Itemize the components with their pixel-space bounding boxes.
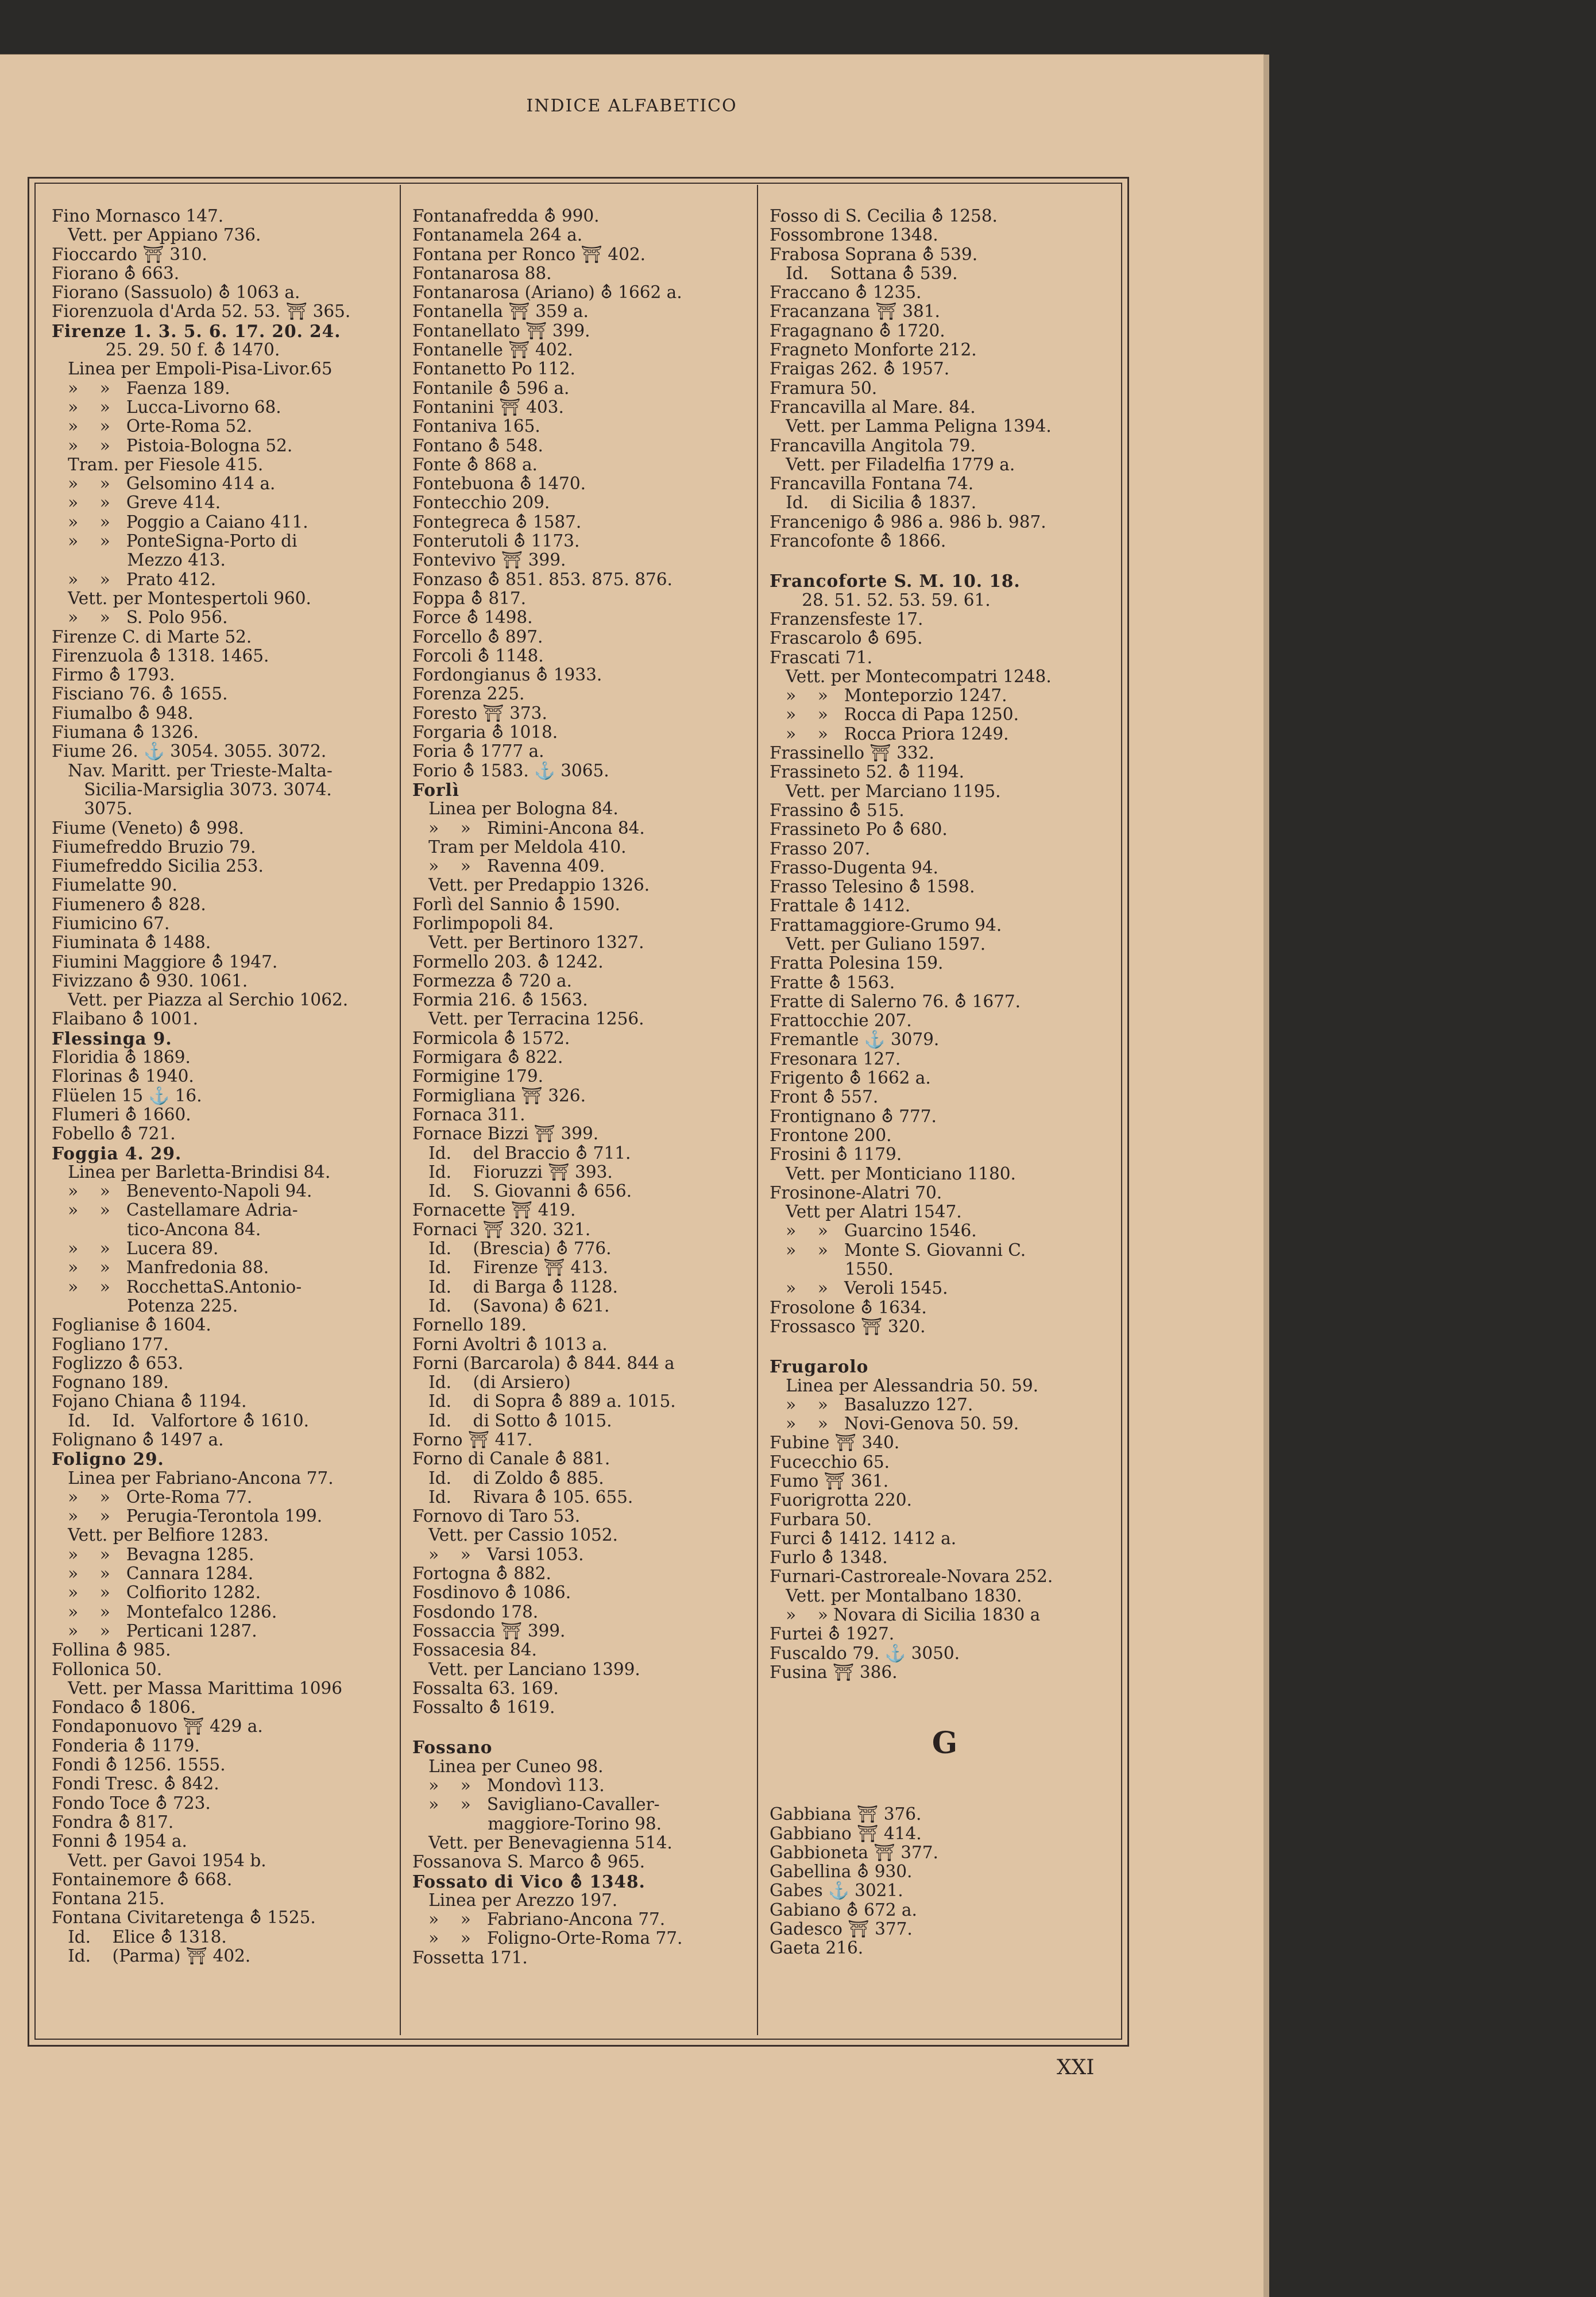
index-entry: Tram. per Fiesole 415.: [52, 454, 264, 474]
index-entry: Vett per Alatri 1547.: [770, 1202, 962, 1222]
index-entry: Id. S. Giovanni ⛢ 656.: [412, 1181, 632, 1201]
index-entry: Furci ⛢ 1412. 1412 a.: [770, 1528, 957, 1548]
index-entry: Franzensfeste 17.: [770, 609, 923, 629]
index-entry: Fognano 189.: [52, 1372, 169, 1393]
index-entry: Id. (Savona) ⛢ 621.: [412, 1296, 610, 1316]
index-entry: Fresonara 127.: [770, 1049, 901, 1069]
index-entry: » » Rimini-Ancona 84.: [412, 818, 645, 838]
index-entry: Vett. per Filadelfia 1779 a.: [770, 454, 1015, 474]
index-entry: Fisciano 76. ⛢ 1655.: [52, 684, 228, 704]
index-entry: Fosdinovo ⛢ 1086.: [412, 1583, 571, 1603]
index-entry: Fuscaldo 79. ⚓ 3050.: [770, 1643, 960, 1663]
index-heading: Francoforte S. M. 10. 18.: [770, 571, 1021, 591]
index-entry: Fonderia ⛢ 1179.: [52, 1735, 200, 1755]
index-entry: Fiume (Veneto) ⛢ 998.: [52, 818, 244, 838]
index-entry: Fontanamela 264 a.: [412, 225, 583, 245]
index-entry: » » Orte-Roma 77.: [52, 1487, 253, 1507]
index-entry: Id. del Braccio ⛢ 711.: [412, 1143, 631, 1163]
index-entry: Forcoli ⛢ 1148.: [412, 645, 544, 666]
index-entry: Frassineto 52. ⛢ 1194.: [770, 762, 965, 782]
index-entry: Furtei ⛢ 1927.: [770, 1624, 895, 1644]
index-entry: Fiorenzuola d'Arda 52. 53. ⛩ 365.: [52, 301, 351, 322]
index-entry: Gabiano ⛢ 672 a.: [770, 1900, 917, 1920]
index-entry: Frassino ⛢ 515.: [770, 800, 905, 820]
index-entry: Forni Avoltri ⛢ 1013 a.: [412, 1334, 608, 1354]
index-entry: Vett. per Montecompatri 1248.: [770, 666, 1052, 686]
index-entry: Fontanarosa 88.: [412, 263, 552, 283]
index-entry: Francofonte ⛢ 1866.: [770, 531, 946, 551]
index-entry: Fontanini ⛩ 403.: [412, 397, 564, 417]
index-entry: Fremantle ⚓ 3079.: [770, 1030, 940, 1050]
index-entry: Formicola ⛢ 1572.: [412, 1028, 570, 1048]
index-entry: » » Novi-Genova 50. 59.: [770, 1414, 1019, 1434]
index-entry: Formigine 179.: [412, 1066, 543, 1086]
index-entry: » » Greve 414.: [52, 493, 221, 513]
index-entry: Fossanova S. Marco ⛢ 965.: [412, 1852, 646, 1872]
index-entry: » » Rocca di Papa 1250.: [770, 705, 1019, 725]
spacer: [412, 1717, 763, 1738]
index-entry: Fiorano (Sassuolo) ⛢ 1063 a.: [52, 283, 300, 303]
index-entry: Follonica 50.: [52, 1659, 163, 1679]
index-entry: Fontana per Ronco ⛩ 402.: [412, 244, 646, 264]
index-entry: Frattale ⛢ 1412.: [770, 896, 911, 916]
index-entry: Linea per Alessandria 50. 59.: [770, 1375, 1039, 1395]
index-entry: » » Varsi 1053.: [412, 1544, 584, 1564]
index-entry: Gabes ⚓ 3021.: [770, 1881, 903, 1901]
index-entry: » » Cannara 1284.: [52, 1564, 254, 1584]
index-entry: Francavilla al Mare. 84.: [770, 397, 976, 417]
index-heading: Firenze 1. 3. 5. 6. 17. 20. 24.: [52, 320, 341, 341]
index-entry: Fontanafredda ⛢ 990.: [412, 206, 600, 226]
index-entry: Frassinello ⛩ 332.: [770, 743, 934, 763]
index-entry: Linea per Bologna 84.: [412, 799, 619, 819]
index-entry: Gadesco ⛩ 377.: [770, 1919, 913, 1939]
index-entry: Foppa ⛢ 817.: [412, 588, 527, 608]
index-entry: Tram per Meldola 410.: [412, 837, 627, 857]
index-entry: Forcello ⛢ 897.: [412, 627, 543, 647]
index-entry: Id. Id. Valfortore ⛢ 1610.: [52, 1410, 309, 1430]
index-entry: Fonterutoli ⛢ 1173.: [412, 531, 580, 551]
index-entry: Linea per Empoli-Pisa-Livor.65: [52, 359, 333, 379]
index-entry: Framura 50.: [770, 378, 878, 398]
index-entry: Fraccano ⛢ 1235.: [770, 283, 922, 303]
index-entry: Gabbiana ⛩ 376.: [770, 1804, 922, 1824]
index-entry: Fonte ⛢ 868 a.: [412, 454, 538, 474]
index-entry: Linea per Barletta-Brindisi 84.: [52, 1162, 331, 1182]
index-entry: Vett. per Montespertoli 960.: [52, 588, 311, 608]
spacer: [770, 551, 1120, 571]
index-entry: » » Pistoia-Bologna 52.: [52, 435, 293, 455]
index-entry: Forio ⛢ 1583. ⚓ 3065.: [412, 760, 609, 780]
index-entry: Fiuminata ⛢ 1488.: [52, 933, 211, 953]
index-entry: Vett. per Piazza al Serchio 1062.: [52, 990, 349, 1010]
index-entry: Francavilla Fontana 74.: [770, 474, 974, 494]
index-entry: Fivizzano ⛢ 930. 1061.: [52, 970, 248, 991]
index-entry: Firenzuola ⛢ 1318. 1465.: [52, 645, 269, 666]
index-entry: » » Lucera 89.: [52, 1239, 219, 1259]
index-entry: Linea per Cuneo 98.: [412, 1756, 604, 1776]
index-entry: Id. Fioruzzi ⛩ 393.: [412, 1162, 613, 1182]
index-entry: Fonzaso ⛢ 851. 853. 875. 876.: [412, 569, 673, 589]
index-entry: Fontecchio 209.: [412, 493, 550, 513]
index-heading: Fossano: [412, 1737, 493, 1758]
index-entry: Fontanile ⛢ 596 a.: [412, 378, 570, 398]
index-entry: Frontone 200.: [770, 1125, 892, 1145]
index-entry: Fornaca 311.: [412, 1104, 525, 1124]
index-entry: Furnari-Castroreale-Novara 252.: [770, 1567, 1053, 1587]
spacer: [770, 1784, 1120, 1805]
index-entry: Frossasco ⛩ 320.: [770, 1316, 926, 1336]
index-entry: Id. di Sopra ⛢ 889 a. 1015.: [412, 1391, 676, 1412]
index-entry: » » RocchettaS.Antonio-: [52, 1277, 302, 1297]
index-entry: » » Lucca-Livorno 68.: [52, 397, 281, 417]
index-entry: Fornaci ⛩ 320. 321.: [412, 1219, 591, 1239]
index-entry: Flüelen 15 ⚓ 16.: [52, 1085, 202, 1105]
index-entry: Frabosa Soprana ⛢ 539.: [770, 244, 978, 264]
index-entry: Florinas ⛢ 1940.: [52, 1066, 194, 1086]
index-entry: Fontanarosa (Ariano) ⛢ 1662 a.: [412, 283, 682, 303]
index-entry: Id. (Parma) ⛩ 402.: [52, 1946, 251, 1966]
index-entry: Fontana 215.: [52, 1889, 165, 1909]
index-entry: Fontaniva 165.: [412, 416, 540, 436]
index-entry: Fusina ⛩ 386.: [770, 1662, 898, 1682]
index-entry: Forni (Barcarola) ⛢ 844. 844 a: [412, 1353, 675, 1373]
index-entry: Potenza 225.: [52, 1296, 238, 1316]
index-entry: Frascarolo ⛢ 695.: [770, 628, 923, 648]
index-entry: Fontano ⛢ 548.: [412, 435, 543, 455]
index-entry: Follina ⛢ 985.: [52, 1640, 171, 1660]
index-entry: Vett. per Guliano 1597.: [770, 934, 986, 954]
index-entry: Fubine ⛩ 340.: [770, 1433, 900, 1453]
index-entry: Formigara ⛢ 822.: [412, 1047, 563, 1068]
index-entry: Fojano Chiana ⛢ 1194.: [52, 1391, 247, 1412]
index-entry: Fucecchio 65.: [770, 1452, 890, 1472]
index-entry: Fragneto Monforte 212.: [770, 340, 977, 360]
index-entry: Vett. per Appiano 736.: [52, 225, 261, 245]
index-entry: Forno ⛩ 417.: [412, 1430, 533, 1449]
letter-section-heading: G: [932, 1726, 958, 1761]
index-entry: Id. Firenze ⛩ 413.: [412, 1258, 608, 1278]
index-heading: Foggia 4. 29.: [52, 1143, 182, 1163]
index-entry: » » Perugia-Terontola 199.: [52, 1506, 323, 1526]
index-column-3: [770, 207, 1120, 1958]
index-entry: Frasso-Dugenta 94.: [770, 857, 938, 877]
index-entry: Formello 203. ⛢ 1242.: [412, 952, 604, 972]
index-entry: 3075.: [52, 799, 133, 819]
index-entry: Id. (di Arsiero): [412, 1372, 571, 1393]
index-entry: Forlì del Sannio ⛢ 1590.: [412, 894, 620, 914]
index-heading: Flessinga 9.: [52, 1028, 172, 1049]
index-entry: Firmo ⛢ 1793.: [52, 665, 175, 685]
index-entry: Firenze C. di Marte 52.: [52, 627, 252, 647]
index-entry: Formia 216. ⛢ 1563.: [412, 990, 588, 1010]
index-entry: Fratte ⛢ 1563.: [770, 972, 895, 992]
index-entry: Formigliana ⛩ 326.: [412, 1085, 586, 1105]
index-entry: Fossalto ⛢ 1619.: [412, 1697, 555, 1718]
index-entry: Fondra ⛢ 817.: [52, 1812, 174, 1832]
index-entry: Frascati 71.: [770, 647, 872, 667]
index-entry: Fiumelatte 90.: [52, 875, 177, 895]
index-entry: Fogliano 177.: [52, 1334, 169, 1354]
index-entry: Fiumini Maggiore ⛢ 1947.: [52, 952, 278, 972]
index-entry: Fiumefreddo Sicilia 253.: [52, 856, 264, 876]
index-entry: Fosdondo 178.: [412, 1602, 539, 1622]
index-entry: Fumo ⛩ 361.: [770, 1471, 889, 1491]
index-entry: Mezzo 413.: [52, 550, 226, 570]
index-entry: Frontignano ⛢ 777.: [770, 1106, 937, 1126]
index-entry: Fondo Toce ⛢ 723.: [52, 1793, 211, 1813]
index-entry: Linea per Fabriano-Ancona 77.: [52, 1468, 334, 1488]
index-entry: » » Colfiorito 1282.: [52, 1583, 261, 1603]
index-entry: Fossombrone 1348.: [770, 225, 938, 245]
index-entry: Vett. per Gavoi 1954 b.: [52, 1850, 266, 1870]
index-entry: Vett. per Predappio 1326.: [412, 875, 650, 895]
index-entry: Fontevivo ⛩ 399.: [412, 550, 566, 570]
index-entry: Vett. per Bertinoro 1327.: [412, 933, 644, 953]
index-entry: Fraigas 262. ⛢ 1957.: [770, 359, 950, 379]
page-header: INDICE ALFABETICO: [526, 96, 737, 116]
index-entry: Fondi ⛢ 1256. 1555.: [52, 1755, 226, 1775]
index-entry: » » Poggio a Caiano 411.: [52, 512, 308, 532]
index-entry: » » S. Polo 956.: [52, 608, 228, 628]
index-entry: » » Guarcino 1546.: [770, 1221, 977, 1241]
index-entry: » » Bevagna 1285.: [52, 1544, 254, 1564]
index-entry: » » Savigliano-Cavaller-: [412, 1795, 660, 1815]
index-entry: Gabbioneta ⛩ 377.: [770, 1842, 938, 1862]
index-entry: » » Novara di Sicilia 1830 a: [770, 1605, 1041, 1625]
index-entry: Front ⛢ 557.: [770, 1087, 879, 1107]
index-entry: maggiore-Torino 98.: [412, 1813, 662, 1834]
index-entry: Fratte di Salerno 76. ⛢ 1677.: [770, 991, 1021, 1011]
index-entry: Vett. per Cassio 1052.: [412, 1525, 618, 1545]
index-entry: Forno di Canale ⛢ 881.: [412, 1449, 610, 1469]
index-entry: Fiumana ⛢ 1326.: [52, 722, 199, 743]
index-entry: Fratta Polesina 159.: [770, 953, 944, 973]
index-entry: » » Faenza 189.: [52, 378, 230, 398]
index-entry: » » Ravenna 409.: [412, 856, 605, 876]
index-entry: Fondaco ⛢ 1806.: [52, 1697, 196, 1718]
index-entry: » » Rocca Priora 1249.: [770, 724, 1009, 744]
index-entry: » » Gelsomino 414 a.: [52, 474, 276, 494]
index-entry: Furlo ⛢ 1348.: [770, 1548, 888, 1568]
index-entry: 25. 29. 50 f. ⛢ 1470.: [52, 340, 280, 360]
index-entry: Id. di Sicilia ⛢ 1837.: [770, 493, 977, 513]
index-entry: Fondi Tresc. ⛢ 842.: [52, 1774, 219, 1794]
index-entry: » » Castellamare Adria-: [52, 1200, 298, 1220]
index-entry: Frassineto Po ⛢ 680.: [770, 819, 948, 840]
index-entry: » » Benevento-Napoli 94.: [52, 1181, 312, 1201]
index-entry: Foria ⛢ 1777 a.: [412, 741, 544, 761]
index-entry: » » Foligno-Orte-Roma 77.: [412, 1928, 683, 1948]
index-entry: Fracanzana ⛩ 381.: [770, 301, 940, 322]
index-entry: Vett. per Monticiano 1180.: [770, 1163, 1016, 1184]
index-entry: Frasso 207.: [770, 838, 871, 859]
index-entry: Fornacette ⛩ 419.: [412, 1200, 576, 1220]
index-entry: » » Perticani 1287.: [52, 1621, 257, 1641]
index-entry: » » Veroli 1545.: [770, 1278, 948, 1298]
index-entry: Flumeri ⛢ 1660.: [52, 1104, 191, 1124]
index-heading: Forlì: [412, 779, 459, 800]
index-entry: Id. di Zoldo ⛢ 885.: [412, 1468, 604, 1488]
index-entry: Fontanelle ⛩ 402.: [412, 340, 573, 360]
index-entry: Forenza 225.: [412, 684, 525, 704]
index-entry: Fiume 26. ⚓ 3054. 3055. 3072.: [52, 741, 327, 761]
index-entry: Fontegreca ⛢ 1587.: [412, 512, 582, 532]
index-entry: Frattamaggiore-Grumo 94.: [770, 915, 1002, 935]
index-entry: Vett. per Lamma Peligna 1394.: [770, 416, 1052, 436]
spacer: [770, 1703, 1120, 1723]
index-entry: » » Monte S. Giovanni C.: [770, 1240, 1026, 1260]
index-entry: Foresto ⛩ 373.: [412, 703, 547, 723]
index-entry: » » PonteSigna-Porto di: [52, 531, 297, 551]
index-entry: Fornello 189.: [412, 1315, 527, 1335]
index-entry: Fossalta 63. 169.: [412, 1678, 559, 1698]
index-entry: Francavilla Angitola 79.: [770, 435, 976, 455]
spacer: [770, 1336, 1120, 1357]
index-entry: Fordongianus ⛢ 1933.: [412, 665, 602, 685]
spacer: [770, 1682, 1120, 1703]
index-entry: Furbara 50.: [770, 1509, 872, 1529]
page-number: XXI: [1057, 2056, 1095, 2079]
index-entry: Forgaria ⛢ 1018.: [412, 722, 558, 743]
index-entry: Fossacesia 84.: [412, 1640, 537, 1660]
index-entry: Foglianise ⛢ 1604.: [52, 1315, 211, 1335]
index-entry: Fontanella ⛩ 359 a.: [412, 301, 589, 322]
index-entry: Fontebuona ⛢ 1470.: [412, 474, 586, 494]
index-entry: Fornovo di Taro 53.: [412, 1506, 581, 1526]
index-heading: Frugarolo: [770, 1356, 869, 1377]
index-entry: Sicilia-Marsiglia 3073. 3074.: [52, 779, 332, 799]
index-entry: Fontanetto Po 112.: [412, 359, 575, 379]
index-entry: » » Prato 412.: [52, 569, 217, 589]
index-entry: Gabbiano ⛩ 414.: [770, 1823, 922, 1843]
index-heading: Fossato di Vico ⛢ 1348.: [412, 1871, 646, 1892]
index-entry: Vett. per Benevagienna 514.: [412, 1832, 673, 1853]
index-entry: Fornace Bizzi ⛩ 399.: [412, 1124, 599, 1144]
index-entry: Nav. Maritt. per Trieste-Malta-: [52, 760, 333, 780]
index-entry: Fossetta 171.: [412, 1947, 528, 1967]
index-entry: Folignano ⛢ 1497 a.: [52, 1430, 224, 1449]
index-entry: 28. 51. 52. 53. 59. 61.: [770, 590, 991, 610]
index-entry: Fiorano ⛢ 663.: [52, 263, 180, 283]
index-entry: Frasso Telesino ⛢ 1598.: [770, 877, 975, 897]
index-entry: » » Fabriano-Ancona 77.: [412, 1909, 666, 1929]
index-entry: » » Orte-Roma 52.: [52, 416, 253, 436]
index-entry: Id. Elice ⛢ 1318.: [52, 1927, 227, 1947]
index-entry: Force ⛢ 1498.: [412, 608, 533, 628]
index-entry: » » Basaluzzo 127.: [770, 1394, 973, 1414]
index-entry: » » Mondovì 113.: [412, 1776, 605, 1796]
spacer: [770, 1764, 1120, 1784]
index-entry: Forlimpopoli 84.: [412, 913, 554, 933]
index-entry: Fonni ⛢ 1954 a.: [52, 1831, 187, 1851]
index-entry: Fosso di S. Cecilia ⛢ 1258.: [770, 206, 998, 226]
index-entry: Id. di Barga ⛢ 1128.: [412, 1277, 618, 1297]
index-entry: Id. Sottana ⛢ 539.: [770, 263, 958, 283]
index-entry: Vett. per Montalbano 1830.: [770, 1586, 1022, 1606]
index-entry: Fontainemore ⛢ 668.: [52, 1869, 233, 1889]
index-entry: Vett. per Terracina 1256.: [412, 1009, 644, 1029]
index-entry: Fondaponuovo ⛩ 429 a.: [52, 1716, 263, 1737]
index-entry: Frattocchie 207.: [770, 1011, 912, 1031]
index-entry: Fuorigrotta 220.: [770, 1490, 912, 1510]
index-entry: Fiumalbo ⛢ 948.: [52, 703, 194, 723]
index-entry: Fiumenero ⛢ 828.: [52, 894, 206, 914]
index-column-2: [412, 207, 763, 1967]
index-entry: Fortogna ⛢ 882.: [412, 1564, 551, 1584]
index-entry: Flaibano ⛢ 1001.: [52, 1009, 198, 1029]
index-entry: Frosinone-Alatri 70.: [770, 1182, 942, 1202]
index-entry: Vett. per Belfiore 1283.: [52, 1525, 269, 1545]
index-entry: Foglizzo ⛢ 653.: [52, 1353, 184, 1373]
index-entry: Fino Mornasco 147.: [52, 206, 224, 226]
index-entry: Vett. per Marciano 1195.: [770, 781, 1001, 801]
index-entry: Fiumicino 67.: [52, 913, 170, 933]
index-entry: tico-Ancona 84.: [52, 1219, 261, 1239]
index-entry: Linea per Arezzo 197.: [412, 1890, 618, 1910]
index-heading: Foligno 29.: [52, 1449, 164, 1470]
index-entry: Frosolone ⛢ 1634.: [770, 1297, 927, 1317]
index-entry: Id. di Sotto ⛢ 1015.: [412, 1410, 612, 1430]
index-entry: Fiumefreddo Bruzio 79.: [52, 837, 256, 857]
index-entry: » » Manfredonia 88.: [52, 1258, 269, 1278]
index-entry: Gaeta 216.: [770, 1938, 864, 1958]
index-entry: Fontana Civitaretenga ⛢ 1525.: [52, 1908, 316, 1928]
index-entry: Vett. per Lanciano 1399.: [412, 1659, 640, 1679]
index-entry: » » Montefalco 1286.: [52, 1602, 277, 1622]
index-entry: Frigento ⛢ 1662 a.: [770, 1068, 931, 1088]
index-entry: Formezza ⛢ 720 a.: [412, 970, 572, 991]
index-entry: Fontanellato ⛩ 399.: [412, 320, 590, 341]
index-entry: Francenigo ⛢ 986 a. 986 b. 987.: [770, 512, 1046, 532]
index-entry: Vett. per Massa Marittima 1096: [52, 1678, 342, 1698]
index-entry: Fragagnano ⛢ 1720.: [770, 320, 945, 341]
index-entry: Fossaccia ⛩ 399.: [412, 1621, 566, 1641]
index-entry: » » Monteporzio 1247.: [770, 686, 1007, 706]
index-entry: Gabellina ⛢ 930.: [770, 1862, 913, 1882]
index-entry: Frosini ⛢ 1179.: [770, 1144, 902, 1165]
index-entry: Id. Rivara ⛢ 105. 655.: [412, 1487, 633, 1507]
index-entry: Fobello ⛢ 721.: [52, 1124, 176, 1144]
page-edge: [1263, 55, 1269, 2297]
index-entry: Id. (Brescia) ⛢ 776.: [412, 1239, 612, 1259]
index-entry: Floridia ⛢ 1869.: [52, 1047, 191, 1068]
index-entry: 1550.: [770, 1259, 894, 1279]
index-column-1: [52, 207, 402, 1966]
index-entry: Fioccardo ⛩ 310.: [52, 244, 207, 264]
